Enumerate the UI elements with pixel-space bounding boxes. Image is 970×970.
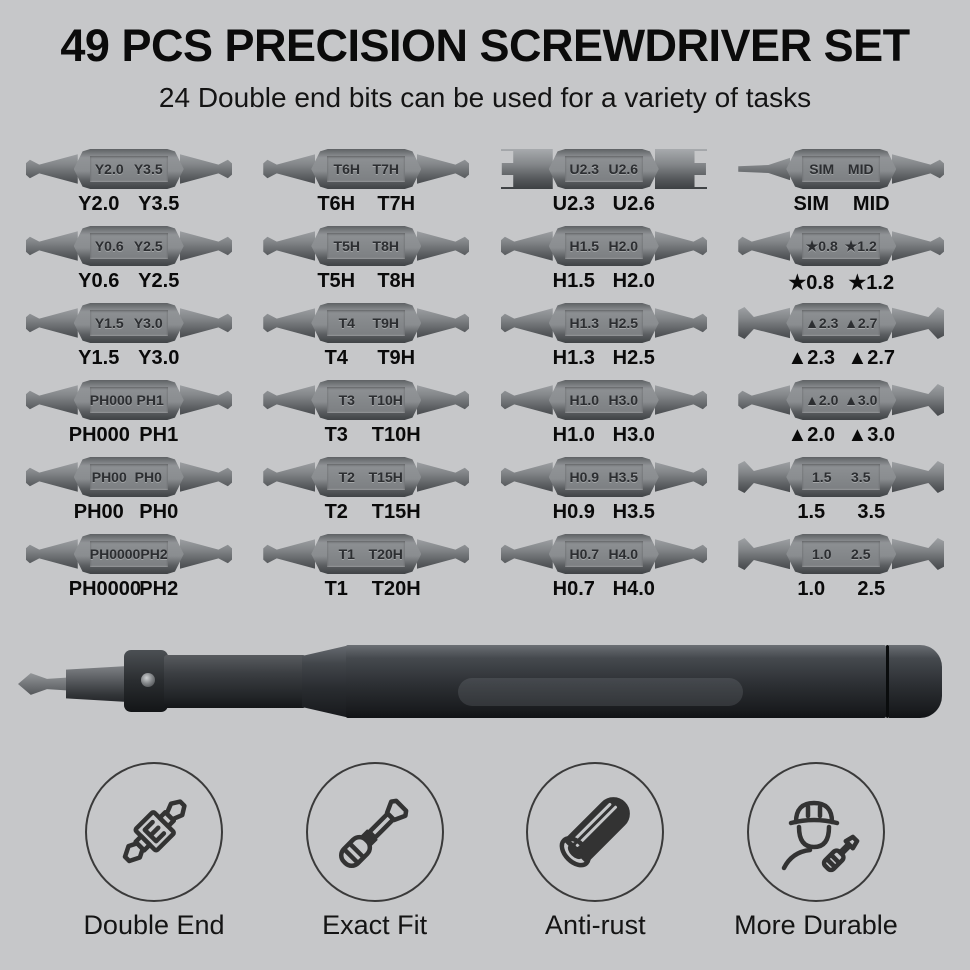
bit-tip-left [501,303,553,343]
engraved-label-left: T1 [338,546,355,562]
features-row [45,762,925,941]
bit-printed-labels [306,347,426,370]
bit-cell [485,454,723,531]
engraved-label-right: MID [847,161,874,177]
bit-printed-labels [544,501,664,524]
engraved-label-right: H2.0 [608,238,639,254]
bit-printed-labels [781,578,901,601]
metal-tube-icon [545,782,645,882]
bit-graphic [263,226,469,266]
bit-tip-left [501,380,553,420]
printed-label-left: H0.7 [552,578,595,600]
bit-label-plate [802,541,880,567]
bit-label-plate [565,541,643,567]
bit-tip-right [180,457,232,497]
bit-cell [10,146,248,223]
bit-tip-right [655,226,707,266]
engraved-label-right: 2.5 [851,546,871,562]
bit-cell [10,300,248,377]
engraved-label-left: ★0.8 [805,237,838,254]
printed-label-left: 1.5 [797,501,826,523]
engraved-label-left: PH000 [89,392,133,408]
bit-tip-left [26,457,78,497]
bit-graphic [263,380,469,420]
bit-cell [485,531,723,608]
engraved-label-left: H0.9 [569,469,600,485]
engraved-label-left: 1.5 [812,469,832,485]
printed-label-left: 1.0 [797,578,826,600]
bit-graphic [26,149,232,189]
engraved-label-right: ★1.2 [844,237,877,254]
bit-label-plate [327,233,405,259]
bit-label-plate [90,541,168,567]
screwdriver-handle [0,640,970,765]
bit-tip-left [263,380,315,420]
engraved-label-left: Y0.6 [94,238,124,254]
printed-label-right: Y3.5 [138,193,180,215]
bit-label-plate [90,156,168,182]
bit-cell [10,377,248,454]
bit-tip-left [263,457,315,497]
feature-double-end [45,762,263,941]
page-subtitle: 24 Double end bits can be used for a variety of tasks [158,82,812,113]
bit-label-plate [802,464,880,490]
bit-printed-labels [544,578,664,601]
printed-label-right: Y3.0 [138,347,180,369]
bit-tip-left [738,226,790,266]
handle-endcap [889,645,942,718]
bit-graphic [501,149,707,189]
printed-label-left: Y0.6 [78,270,120,292]
bit-tip-right [417,303,469,343]
printed-label-right: U2.6 [612,193,655,215]
engraved-label-right: T9H [372,315,399,331]
feature-circle [306,762,444,902]
bit-graphic [501,534,707,574]
engraved-label-left: ▲2.0 [805,392,839,408]
bit-cell [723,377,961,454]
bit-graphic [263,534,469,574]
bit-tip-right [892,149,944,189]
bit-tip-right [417,457,469,497]
bit-graphic [263,457,469,497]
engraved-label-right: ▲2.7 [844,315,878,331]
bit-tip-right [417,380,469,420]
bit-tip-left [738,303,790,343]
bit-graphic [738,303,944,343]
bit-graphic [738,534,944,574]
printed-label-left: T5H [317,270,356,292]
printed-label-right: 3.5 [857,501,886,523]
printed-label-left: ▲2.0 [787,424,836,446]
printed-label-right: T9H [377,347,416,369]
bit-tip-left [263,534,315,574]
bit-tip-left [26,303,78,343]
bit-cell [723,300,961,377]
printed-label-left: SIM [793,193,830,215]
printed-label-right: ★1.2 [848,272,895,294]
worker-icon [766,782,866,882]
bit-label-plate [327,310,405,336]
bit-label-plate [565,156,643,182]
bit-cell [10,454,248,531]
printed-label-right: H2.0 [612,270,655,292]
engraved-label-right: 3.5 [851,469,871,485]
engraved-label-right: H2.5 [608,315,639,331]
bit-printed-labels [781,347,901,370]
bit-graphic [263,303,469,343]
bit-graphic [738,457,944,497]
bit-tip-right [892,226,944,266]
bit-printed-labels [544,424,664,447]
printed-label-right: H3.5 [612,501,655,523]
bit-printed-labels [69,193,189,216]
bit-cell [248,454,486,531]
engraved-label-left: PH0000 [89,546,141,562]
header [0,0,970,114]
bit-tip-right [655,534,707,574]
printed-label-left: T6H [317,193,356,215]
feature-label: Double End [83,910,225,940]
feature-circle [526,762,664,902]
engraved-label-left: PH00 [91,469,127,485]
engraved-label-right: T20H [368,546,403,562]
printed-label-left: Y2.0 [78,193,120,215]
bit-graphic [738,380,944,420]
bit-tip-left [501,457,553,497]
engraved-label-left: Y1.5 [94,315,124,331]
feature-circle [85,762,223,902]
engraved-label-left: 1.0 [812,546,832,562]
bit-tip-left [501,534,553,574]
bit-printed-labels [306,193,426,216]
engraved-label-left: T6H [333,161,360,177]
bit-tip-right [180,149,232,189]
bit-label-plate [802,156,880,182]
printed-label-left: H0.9 [552,501,595,523]
printed-label-right: ▲3.0 [847,424,896,446]
printed-label-left: Y1.5 [78,347,120,369]
bit-graphic [501,380,707,420]
printed-label-right: T8H [377,270,416,292]
bit-graphic [738,226,944,266]
engraved-label-left: H1.0 [569,392,600,408]
handle-bit-shank [66,666,128,702]
feature-anti-rust [486,762,704,941]
handle-collet [164,655,306,708]
printed-label-right: T20H [371,578,421,600]
bit-tip-left [263,303,315,343]
engraved-label-right: T8H [372,238,399,254]
printed-label-left: H1.3 [552,347,595,369]
bit-label-plate [565,233,643,259]
printed-label-left: PH000 [68,424,130,446]
bit-graphic [26,380,232,420]
bit-tip-right [892,380,944,420]
bit-graphic [263,149,469,189]
printed-label-right: MID [852,193,890,215]
bit-graphic [501,303,707,343]
engraved-label-left: U2.3 [569,161,600,177]
bit-cell [723,146,961,223]
bit-tip-left [26,226,78,266]
printed-label-right: H4.0 [612,578,655,600]
bit-cell [723,223,961,300]
screwdriver-icon [325,782,425,882]
printed-label-right: PH1 [139,424,179,446]
engraved-label-right: H3.5 [608,469,639,485]
printed-label-right: 2.5 [857,578,886,600]
engraved-label-right: U2.6 [608,161,639,177]
bit-printed-labels [544,347,664,370]
bit-label-plate [90,310,168,336]
bit-printed-labels [781,270,901,295]
engraved-label-right: T15H [368,469,403,485]
engraved-label-right: Y3.0 [133,315,163,331]
printed-label-right: T15H [371,501,421,523]
bit-label-plate [90,387,168,413]
bit-tip-right [655,303,707,343]
bit-cell [485,300,723,377]
printed-label-right: H3.0 [612,424,655,446]
bit-printed-labels [544,193,664,216]
printed-label-left: ★0.8 [788,272,835,294]
bit-printed-labels [306,424,426,447]
bit-tip-right [417,226,469,266]
printed-label-left: PH0000 [68,578,142,600]
bit-cell [485,223,723,300]
handle-highlight-panel [458,678,743,706]
handle-taper [302,645,350,718]
bit-tip-right [417,149,469,189]
bit-printed-labels [781,193,901,216]
bit-printed-labels [69,270,189,293]
bit-cell [485,146,723,223]
bit-label-plate [802,233,880,259]
bit-tip-right [417,534,469,574]
printed-label-right: T10H [371,424,421,446]
bit-cell [723,454,961,531]
bit-tip-right [180,380,232,420]
feature-circle [747,762,885,902]
bit-label-plate [327,541,405,567]
bit-graphic [501,457,707,497]
engraved-label-right: H4.0 [608,546,639,562]
engraved-label-right: PH1 [136,392,164,408]
bits-grid [10,146,960,608]
bit-printed-labels [544,270,664,293]
engraved-label-left: T4 [338,315,355,331]
printed-label-right: PH0 [139,501,179,523]
bit-label-plate [802,387,880,413]
bit-graphic [26,457,232,497]
page-title: 49 PCS PRECISION SCREWDRIVER SET [60,20,910,71]
bit-graphic [26,226,232,266]
printed-label-right: H2.5 [612,347,655,369]
bit-tip-right [655,457,707,497]
printed-label-left: H1.0 [552,424,595,446]
printed-label-left: PH00 [73,501,124,523]
bit-label-plate [802,310,880,336]
bit-printed-labels [69,501,189,524]
bit-label-plate [565,310,643,336]
feature-label: Anti-rust [545,910,646,940]
bit-label-plate [90,464,168,490]
bit-label-plate [327,464,405,490]
bit-tip-right [892,457,944,497]
bit-label-plate [327,156,405,182]
feature-label: More Durable [734,910,898,940]
engraved-label-left: Y2.0 [94,161,124,177]
bit-tip-left [26,380,78,420]
feature-label: Exact Fit [322,910,428,940]
printed-label-left: T3 [324,424,348,446]
bit-cell [248,146,486,223]
bit-tip-left [738,457,790,497]
engraved-label-left: T3 [338,392,355,408]
bit-graphic [738,149,944,189]
bit-label-plate [327,387,405,413]
bit-tip-left [738,534,790,574]
engraved-label-left: H1.5 [569,238,600,254]
printed-label-left: H1.5 [552,270,595,292]
bit-cell [10,531,248,608]
bit-tip-left [738,149,790,189]
printed-label-right: T7H [377,193,416,215]
bit-tip-left [501,226,553,266]
bit-tip-left [26,534,78,574]
printed-label-right: PH2 [139,578,179,600]
bit-printed-labels [781,424,901,447]
engraved-label-right: H3.0 [608,392,639,408]
bit-cell [248,531,486,608]
bit-tip-left [263,149,315,189]
printed-label-left: T2 [324,501,348,523]
bit-tip-right [892,303,944,343]
bit-printed-labels [69,578,189,601]
bit-printed-labels [306,270,426,293]
bit-cell [248,300,486,377]
bit-cell [485,377,723,454]
bit-printed-labels [781,501,901,524]
engraved-label-right: ▲3.0 [844,392,878,408]
bit-graphic [26,534,232,574]
engraved-label-left: T2 [338,469,355,485]
feature-more-durable [707,762,925,941]
bit-tip-right [180,303,232,343]
engraved-label-left: H0.7 [569,546,600,562]
engraved-label-left: T5H [333,238,360,254]
handle-set-screw [141,673,155,687]
bit-tip-right [655,380,707,420]
bit-cell [10,223,248,300]
bit-tip-right [180,226,232,266]
bit-label-plate [565,387,643,413]
bit-printed-labels [69,424,189,447]
printed-label-left: T1 [324,578,348,600]
printed-label-right: ▲2.7 [847,347,896,369]
double-end-icon [104,782,204,882]
engraved-label-right: T7H [372,161,399,177]
bit-printed-labels [306,501,426,524]
engraved-label-right: Y3.5 [133,161,163,177]
printed-label-left: ▲2.3 [787,347,836,369]
bit-cell [723,531,961,608]
bit-tip-right [892,534,944,574]
bit-graphic [501,226,707,266]
bit-tip-left [738,380,790,420]
engraved-label-left: ▲2.3 [805,315,839,331]
engraved-label-right: T10H [368,392,403,408]
bit-cell [248,377,486,454]
bit-tip-left [501,149,553,189]
bit-graphic [26,303,232,343]
bit-tip-left [26,149,78,189]
bit-tip-right [180,534,232,574]
bit-tip-left [263,226,315,266]
engraved-label-right: PH0 [134,469,162,485]
bit-printed-labels [69,347,189,370]
printed-label-left: T4 [324,347,348,369]
bit-tip-right [655,149,707,189]
bit-printed-labels [306,578,426,601]
engraved-label-right: Y2.5 [133,238,163,254]
bit-label-plate [565,464,643,490]
bit-label-plate [90,233,168,259]
printed-label-right: Y2.5 [138,270,180,292]
engraved-label-left: H1.3 [569,315,600,331]
feature-exact-fit [266,762,484,941]
engraved-label-left: SIM [809,161,835,177]
engraved-label-right: PH2 [140,546,168,562]
bit-cell [248,223,486,300]
printed-label-left: U2.3 [552,193,595,215]
